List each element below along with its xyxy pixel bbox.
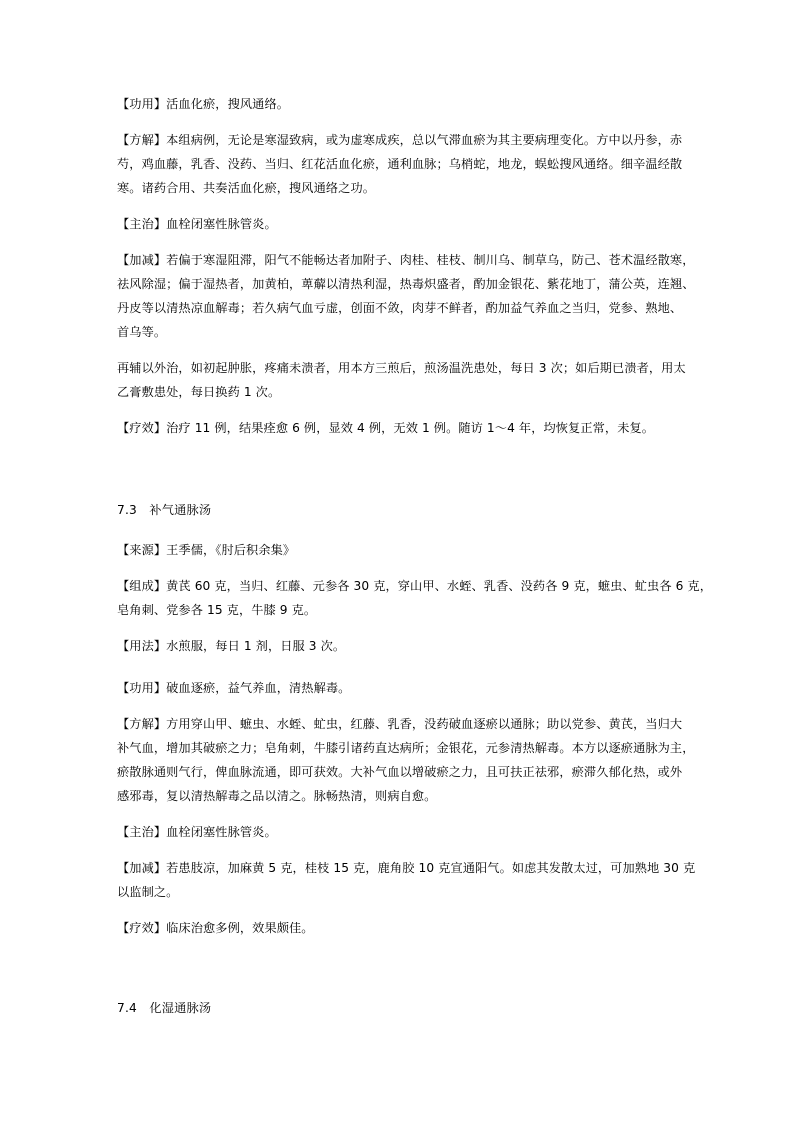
fangjie-line-3: 寒。诸药合用、共奏活血化瘀，搜风通络之功。 xyxy=(117,181,376,195)
jiajian-line-2: 祛风除湿；偏于湿热者，加黄柏，萆薢以清热利湿，热毒炽盛者，酌加金银花、紫花地丁，蒲公英，连翘、 xyxy=(117,277,695,291)
gongyong-line-b: 【功用】破血逐瘀，益气养血，清热解毒。 xyxy=(117,681,351,695)
section-heading-7-4: 7.4 化湿通脉汤 xyxy=(117,1001,212,1015)
section-heading-7-3: 7.3 补气通脉汤 xyxy=(117,503,212,517)
zucheng-line-1: 【组成】黄芪 60 克，当归、红藤、元参各 30 克，穿山甲、水蛭、乳香、没药各 9 克，蟅虫、虻虫各 6 克， xyxy=(117,579,712,593)
waizhi-line-2: 乙膏敷患处，每日换药 1 次。 xyxy=(117,385,281,399)
gongyong-line: 【功用】活血化瘀，搜风通络。 xyxy=(117,97,290,111)
jiajian-b-line-1: 【加减】若患肢凉，加麻黄 5 克，桂枝 15 克，鹿角胶 10 克宣通阳气。如虑其发散太过，可加熟地 30 克 xyxy=(117,861,696,875)
zhuzhi-line-b: 【主治】血栓闭塞性脉管炎。 xyxy=(117,825,277,839)
fangjie-b-line-3: 瘀散脉通则气行，俾血脉流通，即可获效。大补气血以增破瘀之力，且可扶正祛邪，瘀滞久郁化热，或外 xyxy=(117,765,683,779)
laiyuan-line: 【来源】王季儒，《肘后积余集》 xyxy=(117,543,296,557)
liaoxiao-line: 【疗效】治疗 11 例，结果痊愈 6 例，显效 4 例，无效 1 例。随访 1～4 年，均恢复正常，未复。 xyxy=(117,421,655,435)
zhuzhi-line: 【主治】血栓闭塞性脉管炎。 xyxy=(117,217,277,231)
liaoxiao-line-b: 【疗效】临床治愈多例，效果颇佳。 xyxy=(117,921,314,935)
fangjie-b-line-1: 【方解】方用穿山甲、蟅虫、水蛭、虻虫，红藤、乳香，没药破血逐瘀以通脉；助以党参、黄芪，当归大 xyxy=(117,717,683,731)
waizhi-line-1: 再辅以外治，如初起肿胀，疼痛未溃者，用本方三煎后，煎汤温洗患处，每日 3 次；如后期已溃者，用太 xyxy=(117,361,686,375)
jiajian-b-line-2: 以监制之。 xyxy=(117,885,179,899)
fangjie-b-line-2: 补气血，增加其破瘀之力；皂角刺，牛膝引诸药直达病所；金银花，元参清热解毒。本方以逐瘀通脉为主， xyxy=(117,741,695,755)
fangjie-b-line-4: 感邪毒，复以清热解毒之品以清之。脉畅热清，则病自愈。 xyxy=(117,789,437,803)
yongfa-line: 【用法】水煎服，每日 1 剂，日服 3 次。 xyxy=(117,639,346,653)
jiajian-line-1: 【加减】若偏于寒湿阻滞，阳气不能畅达者加附子、肉桂、桂枝、制川乌、制草乌，防己、苍术温经散寒， xyxy=(117,253,695,267)
zucheng-line-2: 皂角刺、党参各 15 克，牛膝 9 克。 xyxy=(117,603,317,617)
jiajian-line-3: 丹皮等以清热凉血解毒；若久病气血亏虚，创面不敛，肉芽不鲜者，酌加益气养血之当归，党参、熟地、 xyxy=(117,301,683,315)
jiajian-line-4: 首乌等。 xyxy=(117,325,167,339)
fangjie-line-2: 芍，鸡血藤，乳香、没药、当归、红花活血化瘀，通利血脉；乌梢蛇，地龙，蜈蚣搜风通络。细辛温经散 xyxy=(117,157,683,171)
fangjie-line-1: 【方解】本组病例，无论是寒湿致病，或为虚寒成疾，总以气滞血瘀为其主要病理变化。方中以丹参，赤 xyxy=(117,133,683,147)
